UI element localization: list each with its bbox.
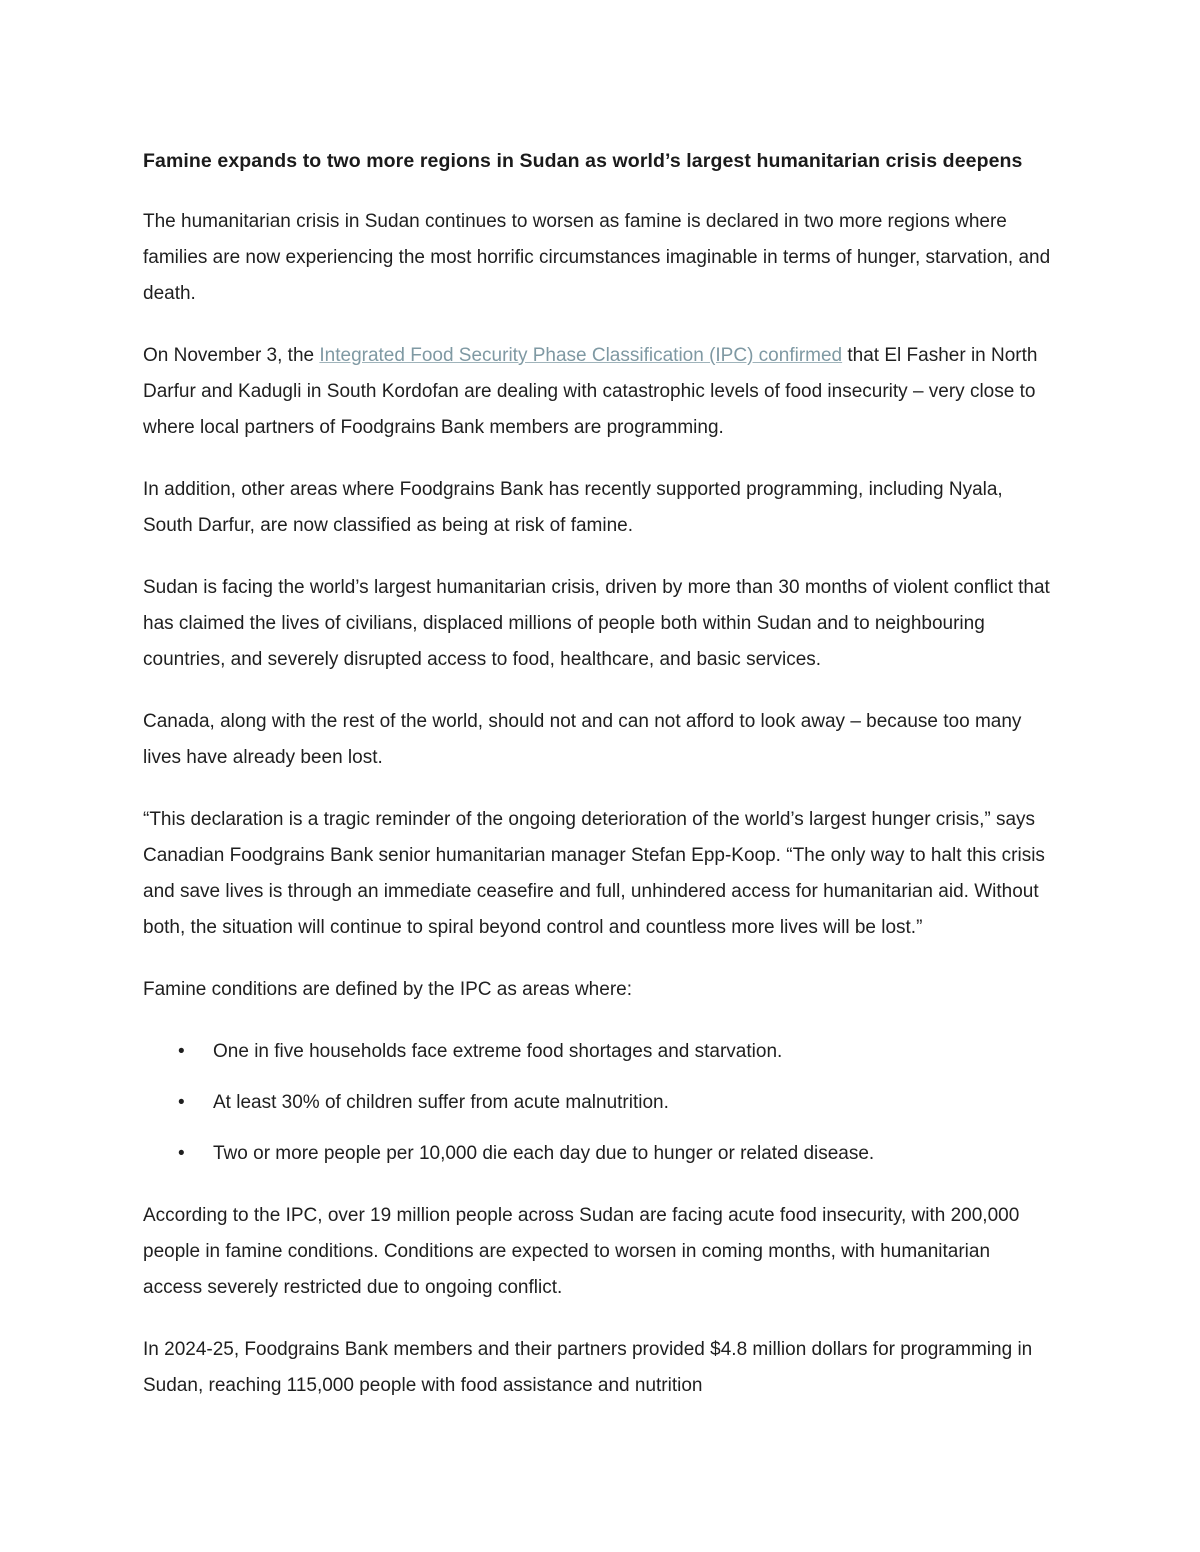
article-title: Famine expands to two more regions in Sudan as world’s largest humanitarian crisis deepens bbox=[143, 150, 1023, 172]
intro-paragraph: The humanitarian crisis in Sudan continues to worsen as famine is declared in two more regions where families are now experiencing the most horrific circumstances imaginable in terms of hunger, starvation, and death. bbox=[143, 211, 1051, 304]
list-item-deaths: • Two or more people per 10,000 die each day due to hunger or related disease. bbox=[178, 1136, 1054, 1172]
list-item-malnutrition: • At least 30% of children suffer from acute malnutrition. bbox=[178, 1085, 1054, 1121]
famine-conditions-intro: Famine conditions are defined by the IPC as areas where: bbox=[143, 979, 632, 1000]
famine-conditions-list bbox=[143, 1034, 1054, 1172]
paragraph-canada: Canada, along with the rest of the world, should not and can not afford to look away – because too many lives have already been lost. bbox=[143, 711, 1022, 768]
ipc-paragraph-after-link: that El Fasher in North Darfur and Kadugli in South Kordofan are dealing with catastrophic levels of food insecurity – very close to where local partners of Foodgrains Bank members are programming. bbox=[143, 345, 1038, 438]
ipc-paragraph-before-link: On November 3, the bbox=[143, 345, 320, 366]
ipc-confirmation-link[interactable]: Integrated Food Security Phase Classification (IPC) confirmed bbox=[319, 345, 843, 366]
paragraph-ipc-statistics: According to the IPC, over 19 million people across Sudan are facing acute food insecurity, with 200,000 people in famine conditions. Conditions are expected to worsen in coming months, with humanitarian access severely restricted due to ongoing conflict. bbox=[143, 1205, 1020, 1298]
ipc-paragraph bbox=[143, 338, 1054, 446]
list-item-food-shortages: • One in five households face extreme food shortages and starvation. bbox=[178, 1034, 1054, 1070]
paragraph-crisis-overview: Sudan is facing the world’s largest humanitarian crisis, driven by more than 30 months of violent conflict that has claimed the lives of civilians, displaced millions of people both within Sudan and to neighbouring countries, and severely disrupted access to food, healthcare, and basic services. bbox=[143, 577, 1050, 670]
paragraph-risk-of-famine: In addition, other areas where Foodgrains Bank has recently supported programming, including Nyala, South Darfur, are now classified as being at risk of famine. bbox=[143, 479, 1003, 536]
paragraph-foodgrains-funding: In 2024-25, Foodgrains Bank members and their partners provided $4.8 million dollars for programming in Sudan, reaching 115,000 people with food assistance and nutrition bbox=[143, 1339, 1033, 1396]
paragraph-quote: “This declaration is a tragic reminder of the ongoing deterioration of the world’s largest hunger crisis,” says Canadian Foodgrains Bank senior humanitarian manager Stefan Epp-Koop. “The only way to halt this crisis and save lives is through an immediate ceasefire and full, unhindered access for humanitarian aid. Without both, the situation will continue to spiral beyond control and countless more lives will be lost.” bbox=[143, 809, 1045, 938]
